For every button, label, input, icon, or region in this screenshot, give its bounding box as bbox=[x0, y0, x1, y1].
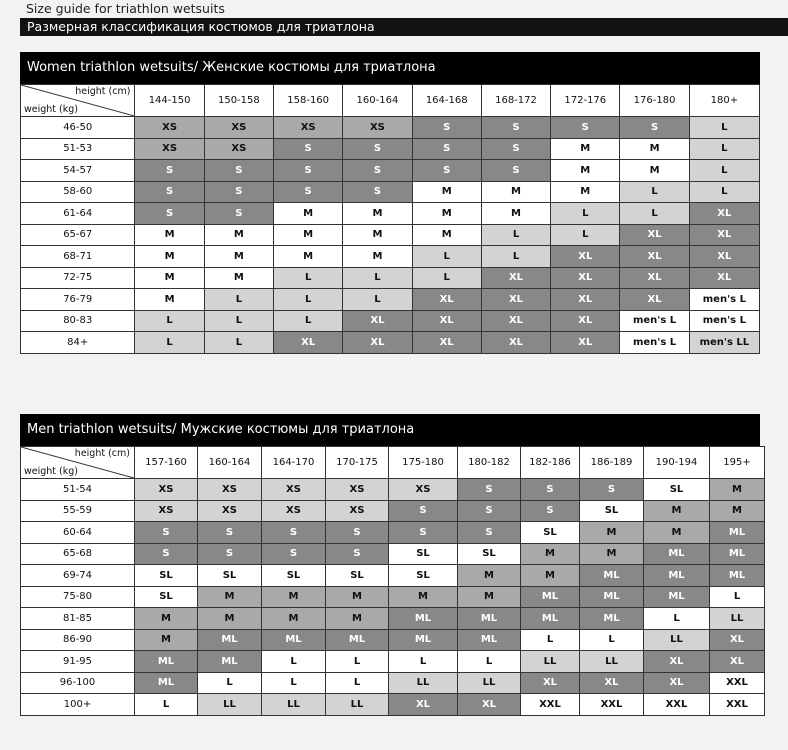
size-cell: S bbox=[389, 500, 458, 522]
size-cell: L bbox=[689, 138, 759, 160]
size-cell: XS bbox=[262, 479, 326, 501]
table-row bbox=[21, 332, 760, 354]
weight-range-label: 55-59 bbox=[21, 500, 135, 522]
size-cell: ML bbox=[644, 586, 710, 608]
size-cell: M bbox=[204, 246, 273, 268]
size-cell: S bbox=[580, 479, 644, 501]
height-range-header: 150-158 bbox=[204, 85, 273, 117]
size-cell: M bbox=[710, 479, 765, 501]
weight-range-label: 65-67 bbox=[21, 224, 135, 246]
size-cell: S bbox=[458, 500, 521, 522]
size-cell: XL bbox=[481, 289, 550, 311]
size-cell: ML bbox=[389, 629, 458, 651]
size-cell: men's LL bbox=[689, 332, 759, 354]
height-range-header: 164-168 bbox=[412, 85, 481, 117]
table-row bbox=[21, 117, 760, 139]
size-cell: S bbox=[343, 181, 412, 203]
size-cell: ML bbox=[198, 629, 262, 651]
size-cell: ML bbox=[458, 608, 521, 630]
size-cell: XL bbox=[551, 289, 620, 311]
table-row bbox=[21, 224, 760, 246]
size-cell: XL bbox=[551, 310, 620, 332]
size-cell: L bbox=[481, 246, 550, 268]
size-cell: XS bbox=[274, 117, 343, 139]
size-cell: XS bbox=[135, 117, 204, 139]
size-cell: SL bbox=[521, 522, 580, 544]
size-cell: L bbox=[326, 651, 389, 673]
size-cell: XS bbox=[343, 117, 412, 139]
weight-range-label: 54-57 bbox=[21, 160, 135, 182]
weight-range-label: 100+ bbox=[21, 694, 135, 716]
men-corner-cell bbox=[21, 447, 135, 479]
size-cell: XS bbox=[389, 479, 458, 501]
size-cell: L bbox=[326, 672, 389, 694]
size-cell: SL bbox=[326, 565, 389, 587]
size-cell: S bbox=[204, 203, 273, 225]
size-cell: SL bbox=[580, 500, 644, 522]
table-row bbox=[21, 694, 765, 716]
size-cell: S bbox=[135, 543, 198, 565]
size-cell: M bbox=[135, 289, 204, 311]
weight-range-label: 69-74 bbox=[21, 565, 135, 587]
size-cell: XL bbox=[551, 332, 620, 354]
weight-range-label: 86-90 bbox=[21, 629, 135, 651]
table-row bbox=[21, 672, 765, 694]
size-cell: S bbox=[481, 117, 550, 139]
size-cell: L bbox=[521, 629, 580, 651]
women-size-section bbox=[20, 52, 760, 354]
height-range-header: 180-182 bbox=[458, 447, 521, 479]
size-cell: XS bbox=[204, 138, 273, 160]
size-cell: S bbox=[412, 160, 481, 182]
size-cell: L bbox=[481, 224, 550, 246]
size-cell: L bbox=[262, 651, 326, 673]
women-section-title: Women triathlon wetsuits/ Женские костюмы для триатлона bbox=[20, 52, 760, 84]
weight-range-label: 75-80 bbox=[21, 586, 135, 608]
size-cell: LL bbox=[644, 629, 710, 651]
size-cell: S bbox=[458, 479, 521, 501]
size-cell: XL bbox=[481, 267, 550, 289]
weight-range-label: 60-64 bbox=[21, 522, 135, 544]
height-range-header: 158-160 bbox=[274, 85, 343, 117]
size-cell: ML bbox=[521, 586, 580, 608]
size-cell: L bbox=[198, 672, 262, 694]
table-row bbox=[21, 267, 760, 289]
size-cell: M bbox=[620, 138, 689, 160]
height-range-header: 190-194 bbox=[644, 447, 710, 479]
size-cell: S bbox=[412, 138, 481, 160]
size-cell: M bbox=[135, 608, 198, 630]
size-cell: S bbox=[620, 117, 689, 139]
size-cell: L bbox=[204, 289, 273, 311]
size-cell: ML bbox=[580, 608, 644, 630]
height-range-header: 182-186 bbox=[521, 447, 580, 479]
size-cell: LL bbox=[580, 651, 644, 673]
size-cell: L bbox=[204, 310, 273, 332]
size-cell: L bbox=[689, 181, 759, 203]
size-cell: LL bbox=[521, 651, 580, 673]
height-range-header: 157-160 bbox=[135, 447, 198, 479]
size-cell: M bbox=[412, 224, 481, 246]
size-cell: XS bbox=[262, 500, 326, 522]
size-cell: LL bbox=[262, 694, 326, 716]
size-cell: XL bbox=[689, 224, 759, 246]
men-size-section bbox=[20, 414, 760, 716]
size-cell: XL bbox=[644, 672, 710, 694]
weight-range-label: 81-85 bbox=[21, 608, 135, 630]
size-cell: LL bbox=[198, 694, 262, 716]
size-cell: XL bbox=[689, 203, 759, 225]
table-row bbox=[21, 586, 765, 608]
weight-range-label: 51-53 bbox=[21, 138, 135, 160]
size-cell: XL bbox=[620, 267, 689, 289]
women-corner-cell bbox=[21, 85, 135, 117]
size-cell: S bbox=[343, 160, 412, 182]
size-cell: M bbox=[551, 160, 620, 182]
size-cell: M bbox=[580, 522, 644, 544]
size-cell: ML bbox=[644, 543, 710, 565]
size-cell: XS bbox=[326, 479, 389, 501]
size-cell: ML bbox=[389, 608, 458, 630]
size-cell: XL bbox=[458, 694, 521, 716]
size-cell: men's L bbox=[620, 310, 689, 332]
size-cell: M bbox=[458, 565, 521, 587]
size-cell: SL bbox=[644, 479, 710, 501]
size-cell: S bbox=[521, 479, 580, 501]
size-cell: XS bbox=[198, 479, 262, 501]
weight-range-label: 58-60 bbox=[21, 181, 135, 203]
table-row bbox=[21, 289, 760, 311]
table-row bbox=[21, 479, 765, 501]
size-cell: XS bbox=[204, 117, 273, 139]
size-cell: M bbox=[343, 203, 412, 225]
size-cell: M bbox=[274, 246, 343, 268]
size-cell: M bbox=[481, 181, 550, 203]
size-cell: M bbox=[274, 224, 343, 246]
height-range-header: 170-175 bbox=[326, 447, 389, 479]
size-cell: S bbox=[481, 160, 550, 182]
size-cell: XXL bbox=[580, 694, 644, 716]
size-cell: XS bbox=[135, 500, 198, 522]
men-size-table bbox=[20, 446, 765, 716]
size-cell: S bbox=[135, 522, 198, 544]
size-cell: S bbox=[262, 522, 326, 544]
size-cell: S bbox=[389, 522, 458, 544]
women-size-table bbox=[20, 84, 760, 354]
size-cell: M bbox=[198, 608, 262, 630]
size-cell: S bbox=[204, 160, 273, 182]
size-cell: L bbox=[274, 310, 343, 332]
size-cell: XL bbox=[481, 332, 550, 354]
height-range-header: 175-180 bbox=[389, 447, 458, 479]
weight-range-label: 65-68 bbox=[21, 543, 135, 565]
size-cell: LL bbox=[458, 672, 521, 694]
table-row bbox=[21, 522, 765, 544]
weight-range-label: 68-71 bbox=[21, 246, 135, 268]
women-header-row bbox=[21, 85, 760, 117]
weight-range-label: 61-64 bbox=[21, 203, 135, 225]
size-cell: XL bbox=[274, 332, 343, 354]
size-cell: SL bbox=[389, 543, 458, 565]
weight-range-label: 72-75 bbox=[21, 267, 135, 289]
size-cell: M bbox=[326, 586, 389, 608]
size-cell: XL bbox=[412, 289, 481, 311]
size-cell: M bbox=[521, 565, 580, 587]
size-cell: S bbox=[135, 181, 204, 203]
size-cell: XL bbox=[343, 310, 412, 332]
size-cell: L bbox=[458, 651, 521, 673]
size-cell: L bbox=[580, 629, 644, 651]
size-cell: S bbox=[262, 543, 326, 565]
size-cell: XL bbox=[481, 310, 550, 332]
size-cell: L bbox=[204, 332, 273, 354]
size-cell: M bbox=[274, 203, 343, 225]
size-cell: XL bbox=[412, 332, 481, 354]
size-cell: L bbox=[551, 224, 620, 246]
size-cell: M bbox=[326, 608, 389, 630]
height-range-header: 164-170 bbox=[262, 447, 326, 479]
size-cell: M bbox=[481, 203, 550, 225]
size-cell: SL bbox=[198, 565, 262, 587]
size-cell: ML bbox=[458, 629, 521, 651]
table-row bbox=[21, 181, 760, 203]
size-cell: M bbox=[204, 224, 273, 246]
table-row bbox=[21, 203, 760, 225]
size-cell: XL bbox=[389, 694, 458, 716]
size-cell: S bbox=[326, 543, 389, 565]
size-cell: XL bbox=[412, 310, 481, 332]
size-cell: L bbox=[689, 160, 759, 182]
size-cell: ML bbox=[135, 651, 198, 673]
size-cell: LL bbox=[710, 608, 765, 630]
size-cell: L bbox=[551, 203, 620, 225]
size-cell: M bbox=[644, 500, 710, 522]
height-range-header: 160-164 bbox=[343, 85, 412, 117]
size-cell: M bbox=[458, 586, 521, 608]
height-axis-label: height (cm) bbox=[75, 86, 131, 97]
size-cell: L bbox=[710, 586, 765, 608]
size-cell: ML bbox=[326, 629, 389, 651]
size-cell: XS bbox=[135, 479, 198, 501]
size-cell: XXL bbox=[644, 694, 710, 716]
size-cell: M bbox=[551, 138, 620, 160]
size-cell: L bbox=[389, 651, 458, 673]
size-cell: ML bbox=[521, 608, 580, 630]
men-header-row bbox=[21, 447, 765, 479]
size-cell: XXL bbox=[710, 672, 765, 694]
size-cell: M bbox=[389, 586, 458, 608]
size-cell: SL bbox=[135, 565, 198, 587]
height-range-header: 168-172 bbox=[481, 85, 550, 117]
weight-range-label: 80-83 bbox=[21, 310, 135, 332]
size-cell: LL bbox=[326, 694, 389, 716]
size-cell: ML bbox=[580, 586, 644, 608]
size-cell: M bbox=[412, 203, 481, 225]
size-cell: ML bbox=[644, 565, 710, 587]
size-cell: XL bbox=[551, 267, 620, 289]
size-cell: XL bbox=[343, 332, 412, 354]
height-range-header: 160-164 bbox=[198, 447, 262, 479]
size-cell: L bbox=[412, 267, 481, 289]
size-cell: M bbox=[135, 267, 204, 289]
size-cell: L bbox=[689, 117, 759, 139]
size-cell: XL bbox=[710, 629, 765, 651]
size-cell: M bbox=[412, 181, 481, 203]
size-cell: M bbox=[551, 181, 620, 203]
size-cell: SL bbox=[262, 565, 326, 587]
size-cell: XL bbox=[620, 246, 689, 268]
size-cell: M bbox=[343, 246, 412, 268]
size-cell: men's L bbox=[689, 310, 759, 332]
page-title: Size guide for triathlon wetsuits bbox=[26, 1, 225, 16]
size-cell: M bbox=[343, 224, 412, 246]
page-subtitle: Размерная классификация костюмов для триатлона bbox=[20, 18, 788, 36]
size-cell: XL bbox=[689, 246, 759, 268]
table-row bbox=[21, 138, 760, 160]
size-cell: XL bbox=[644, 651, 710, 673]
size-cell: XXL bbox=[710, 694, 765, 716]
size-cell: S bbox=[198, 522, 262, 544]
size-cell: M bbox=[204, 267, 273, 289]
size-cell: XXL bbox=[521, 694, 580, 716]
size-cell: XS bbox=[135, 138, 204, 160]
size-cell: men's L bbox=[689, 289, 759, 311]
size-cell: ML bbox=[580, 565, 644, 587]
size-cell: ML bbox=[135, 672, 198, 694]
height-range-header: 195+ bbox=[710, 447, 765, 479]
weight-range-label: 96-100 bbox=[21, 672, 135, 694]
size-cell: S bbox=[343, 138, 412, 160]
size-cell: M bbox=[135, 629, 198, 651]
height-range-header: 176-180 bbox=[620, 85, 689, 117]
weight-axis-label: weight (kg) bbox=[24, 104, 78, 115]
size-cell: L bbox=[620, 181, 689, 203]
size-cell: XL bbox=[521, 672, 580, 694]
size-cell: L bbox=[412, 246, 481, 268]
table-row bbox=[21, 310, 760, 332]
size-cell: XL bbox=[580, 672, 644, 694]
size-cell: S bbox=[274, 160, 343, 182]
size-cell: M bbox=[521, 543, 580, 565]
size-cell: ML bbox=[198, 651, 262, 673]
size-cell: S bbox=[135, 160, 204, 182]
size-cell: S bbox=[204, 181, 273, 203]
size-cell: L bbox=[274, 267, 343, 289]
size-cell: M bbox=[262, 586, 326, 608]
size-cell: L bbox=[620, 203, 689, 225]
size-cell: XL bbox=[620, 224, 689, 246]
table-row bbox=[21, 160, 760, 182]
size-cell: S bbox=[521, 500, 580, 522]
table-row bbox=[21, 565, 765, 587]
table-row bbox=[21, 651, 765, 673]
size-cell: SL bbox=[135, 586, 198, 608]
size-cell: S bbox=[551, 117, 620, 139]
size-cell: S bbox=[481, 138, 550, 160]
size-cell: L bbox=[644, 608, 710, 630]
size-cell: L bbox=[135, 310, 204, 332]
size-cell: M bbox=[135, 224, 204, 246]
size-cell: ML bbox=[710, 522, 765, 544]
size-cell: M bbox=[644, 522, 710, 544]
height-range-header: 186-189 bbox=[580, 447, 644, 479]
table-row bbox=[21, 608, 765, 630]
size-cell: L bbox=[135, 332, 204, 354]
height-range-header: 144-150 bbox=[135, 85, 204, 117]
size-cell: XL bbox=[710, 651, 765, 673]
weight-range-label: 51-54 bbox=[21, 479, 135, 501]
size-cell: XS bbox=[326, 500, 389, 522]
size-cell: ML bbox=[710, 543, 765, 565]
size-cell: XL bbox=[551, 246, 620, 268]
size-cell: M bbox=[198, 586, 262, 608]
size-cell: SL bbox=[458, 543, 521, 565]
weight-range-label: 91-95 bbox=[21, 651, 135, 673]
size-cell: S bbox=[135, 203, 204, 225]
size-cell: ML bbox=[262, 629, 326, 651]
size-cell: M bbox=[135, 246, 204, 268]
weight-axis-label: weight (kg) bbox=[24, 466, 78, 477]
weight-range-label: 76-79 bbox=[21, 289, 135, 311]
size-cell: M bbox=[262, 608, 326, 630]
weight-range-label: 46-50 bbox=[21, 117, 135, 139]
size-cell: S bbox=[198, 543, 262, 565]
size-cell: M bbox=[580, 543, 644, 565]
table-row bbox=[21, 629, 765, 651]
size-cell: L bbox=[343, 289, 412, 311]
size-cell: XL bbox=[689, 267, 759, 289]
weight-range-label: 84+ bbox=[21, 332, 135, 354]
men-section-title: Men triathlon wetsuits/ Мужские костюмы для триатлона bbox=[20, 414, 760, 446]
size-cell: L bbox=[135, 694, 198, 716]
height-range-header: 180+ bbox=[689, 85, 759, 117]
size-cell: M bbox=[710, 500, 765, 522]
size-cell: LL bbox=[389, 672, 458, 694]
table-row bbox=[21, 500, 765, 522]
table-row bbox=[21, 246, 760, 268]
size-cell: ML bbox=[710, 565, 765, 587]
size-cell: S bbox=[274, 181, 343, 203]
size-cell: S bbox=[412, 117, 481, 139]
size-cell: S bbox=[274, 138, 343, 160]
size-cell: L bbox=[274, 289, 343, 311]
size-cell: L bbox=[343, 267, 412, 289]
size-cell: M bbox=[620, 160, 689, 182]
size-cell: L bbox=[262, 672, 326, 694]
size-cell: XS bbox=[198, 500, 262, 522]
height-axis-label: height (cm) bbox=[74, 448, 130, 459]
size-cell: S bbox=[458, 522, 521, 544]
size-cell: XL bbox=[620, 289, 689, 311]
table-row bbox=[21, 543, 765, 565]
size-cell: S bbox=[326, 522, 389, 544]
size-cell: SL bbox=[389, 565, 458, 587]
size-cell: men's L bbox=[620, 332, 689, 354]
height-range-header: 172-176 bbox=[551, 85, 620, 117]
